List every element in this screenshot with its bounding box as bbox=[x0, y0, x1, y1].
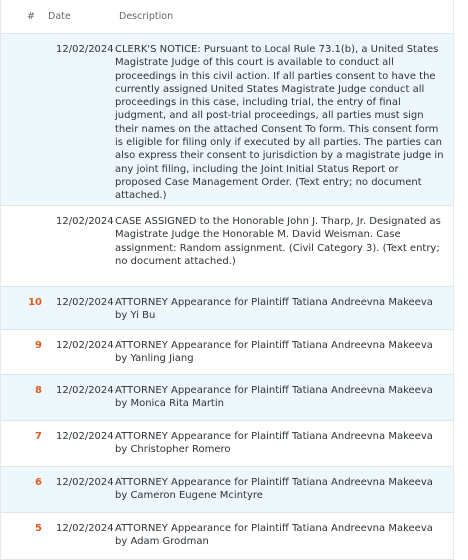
table-row bbox=[1, 375, 453, 421]
entry-description: CASE ASSIGNED to the Honorable John J. Tharp, Jr. Designated as Magistrate Judge the Honorable M. David Weisman. Case assignment: Random assignment. (Civil Category 3). (Text entry; no document attached.) bbox=[115, 216, 441, 267]
entry-number: 8 bbox=[35, 385, 42, 396]
table-row bbox=[1, 287, 453, 330]
entry-date: 12/02/2024 bbox=[56, 477, 114, 488]
entry-description: ATTORNEY Appearance for Plaintiff Tatiana Andreevna Makeeva by Cameron Eugene Mcintyre bbox=[115, 477, 433, 502]
table-row bbox=[1, 421, 453, 467]
entry-description: ATTORNEY Appearance for Plaintiff Tatiana Andreevna Makeeva by Christopher Romero bbox=[115, 431, 433, 456]
entry-date: 12/02/2024 bbox=[56, 431, 114, 442]
entry-description: ATTORNEY Appearance for Plaintiff Tatiana Andreevna Makeeva by Yi Bu bbox=[115, 297, 433, 322]
entry-description: CLERK'S NOTICE: Pursuant to Local Rule 73.1(b), a United States Magistrate Judge of this court is available to conduct all proceedings in this civil action. If all parties consent to have the currently assigned United States Magistrate Judge conduct all proceedings in this case, including trial, the entry of final judgment, and all post-trial proceedings, all parties must sign their names on the attached Consent To form. This consent form is eligible for filing only if executed by all parties. The parties can also express their consent to jurisdiction by a magistrate judge in any joint filing, including the Joint Initial Status Report or proposed Case Management Order. (Text entry; no document attached.) bbox=[115, 44, 444, 202]
table-row bbox=[1, 34, 453, 206]
entry-date: 12/02/2024 bbox=[56, 385, 114, 396]
entry-number: 9 bbox=[35, 340, 42, 351]
entry-date: 12/02/2024 bbox=[56, 44, 114, 55]
table-header bbox=[1, 0, 453, 34]
entry-description: ATTORNEY Appearance for Plaintiff Tatiana Andreevna Makeeva by Yanling Jiang bbox=[115, 340, 433, 365]
table-row bbox=[1, 206, 453, 287]
header-description: Description bbox=[119, 11, 174, 22]
table-row bbox=[1, 467, 453, 513]
header-number: # bbox=[27, 11, 35, 22]
table-row bbox=[1, 330, 453, 375]
entry-date: 12/02/2024 bbox=[56, 340, 114, 351]
entry-number: 10 bbox=[28, 297, 42, 308]
entry-date: 12/02/2024 bbox=[56, 297, 114, 308]
header-date: Date bbox=[48, 11, 71, 22]
entry-number: 5 bbox=[35, 523, 42, 534]
entry-description: ATTORNEY Appearance for Plaintiff Tatiana Andreevna Makeeva by Adam Grodman bbox=[115, 523, 433, 548]
entry-number: 7 bbox=[35, 431, 42, 442]
table-row bbox=[1, 513, 453, 560]
entry-date: 12/02/2024 bbox=[56, 216, 114, 227]
entry-number: 6 bbox=[35, 477, 42, 488]
entry-description: ATTORNEY Appearance for Plaintiff Tatiana Andreevna Makeeva by Monica Rita Martin bbox=[115, 385, 433, 410]
entry-date: 12/02/2024 bbox=[56, 523, 114, 534]
